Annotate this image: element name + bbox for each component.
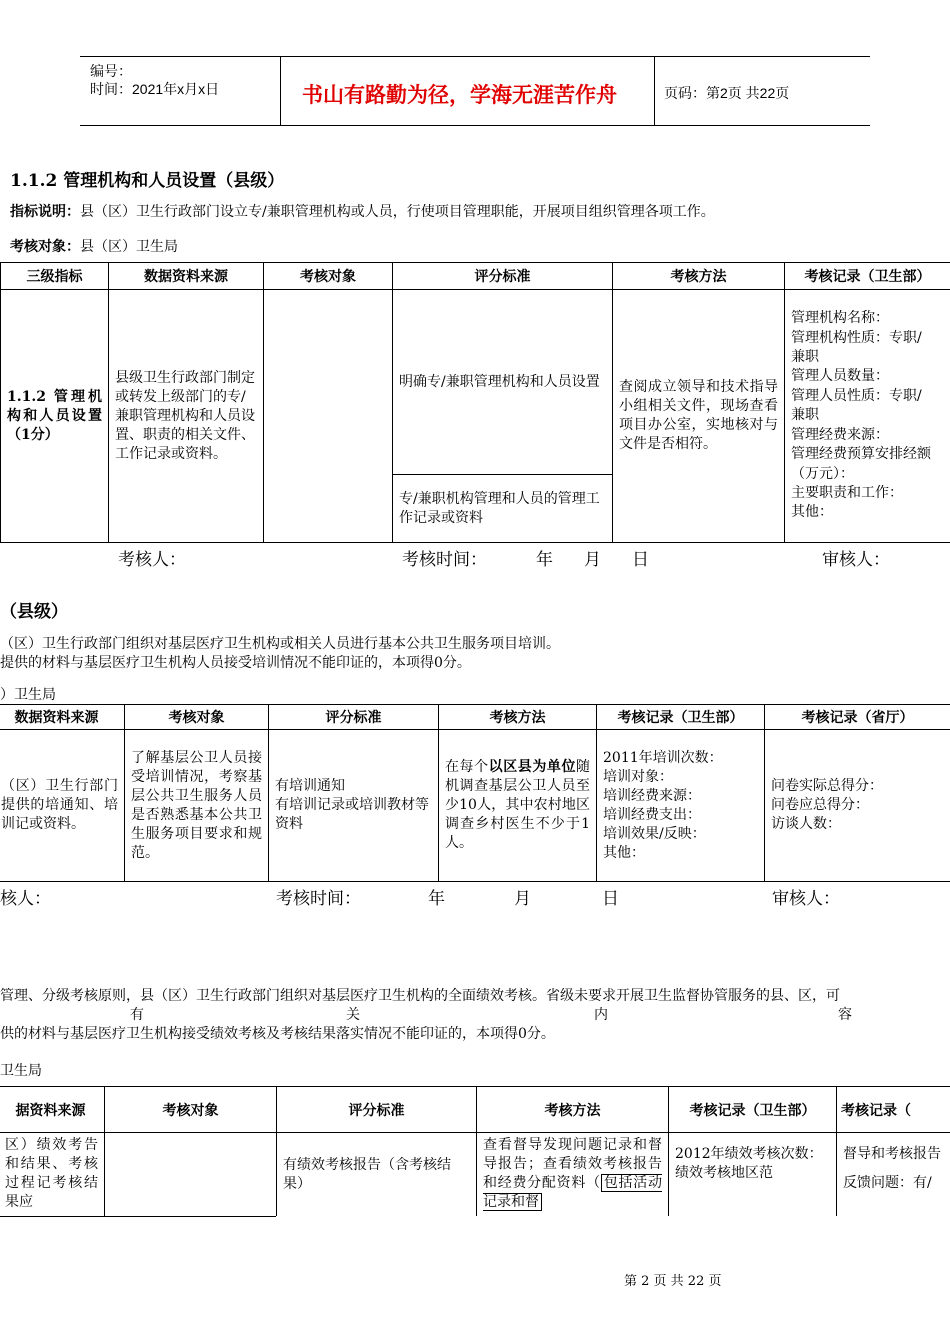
source-cell: （区）卫生行部门提供的培通知、培训记或资料。 — [0, 730, 125, 882]
record-line: 问卷应总得分： — [771, 797, 869, 813]
day-label: 日 — [602, 889, 619, 909]
table-row — [1, 290, 950, 475]
section-heading: 1.1.2 管理机构和人员设置（县级） — [10, 171, 285, 191]
column-header: 评分标准 — [393, 263, 613, 290]
column-header: 考核方法 — [613, 263, 785, 290]
column-header: 评分标准 — [277, 1087, 477, 1133]
record-line: 管理经费预算安排经额（万元）： — [791, 446, 931, 482]
record-line: 其他： — [603, 844, 645, 861]
reviewer-label: 审核人： — [822, 550, 890, 570]
record-cell — [785, 290, 950, 543]
object-cell — [264, 290, 393, 543]
indicator-description-cont: 有 关 内 容 — [130, 1007, 852, 1023]
standard-cell — [269, 730, 439, 882]
column-header: 考核记录（卫生部） — [669, 1087, 837, 1133]
column-header: 考核对象 — [264, 263, 393, 290]
section-heading: （县级） — [0, 602, 68, 622]
header-motto: 书山有路勤为径，学海无涯苦作舟 — [302, 82, 617, 107]
target-label: 考核对象： — [10, 239, 80, 255]
page-counter: 页码：第2页 共22页 — [664, 85, 790, 101]
month-label: 月 — [514, 889, 531, 909]
method-cell: 查阅成立领导和技术指导小组相关文件，现场查看项目办公室，实地核对与文件是否相符。 — [613, 290, 785, 543]
record-line: 督导和考核报告 — [843, 1146, 941, 1162]
month-label: 月 — [584, 550, 601, 570]
table-row — [0, 730, 950, 882]
object-cell: 了解基层公卫人员接受培训情况，考察基层公共卫生服务人员是否熟悉基本公共卫生服务项目要求和规范。 — [125, 730, 269, 882]
column-header: 考核记录（卫生部） — [785, 263, 950, 290]
indicator-note: 供的材料与基层医疗卫生机构接受绩效考核及考核结果落实情况不能印证的，本项得0分。 — [0, 1026, 555, 1042]
table-row — [0, 1133, 950, 1217]
record-line: 管理机构性质：专职/ 兼职 — [791, 329, 936, 366]
method-cell: 查看督导发现问题记录和督导报告；查看绩效考核报告和经费分配资料（ 包括活动记录和督 — [477, 1133, 669, 1217]
assessor-label: 核人： — [0, 889, 51, 909]
header-divider — [280, 57, 281, 125]
standard-cell: 有绩效考核报告（含考核结果） — [277, 1133, 477, 1217]
table-bottom-border — [0, 1216, 276, 1217]
column-header: 数据资料来源 — [0, 705, 125, 730]
record-province-cell — [837, 1133, 950, 1217]
assessment-time-label: 考核时间： — [276, 889, 361, 909]
indicator-table-3 — [0, 1086, 950, 1217]
record-line: 培训经费来源： — [603, 787, 701, 804]
assessment-target: ）卫生局 — [0, 687, 56, 703]
table-header-row — [1, 263, 950, 290]
desc-label: 指标说明： — [10, 204, 80, 220]
record-province-cell — [765, 730, 950, 882]
target-text: 县（区）卫生局 — [80, 239, 178, 255]
source-cell: 区）绩效考告和结果、考核过程记考核结果应 — [0, 1133, 105, 1217]
assessment-time-label: 考核时间： — [402, 550, 487, 570]
table-header-row — [0, 705, 950, 730]
indicator-cell: 1.1.2 管理机构和人员设置（1分） — [1, 290, 109, 543]
column-header: 考核记录（卫生部） — [597, 705, 765, 730]
assessment-target: 卫生局 — [0, 1063, 42, 1079]
day-label: 日 — [632, 550, 649, 570]
indicator-table-1 — [0, 262, 950, 543]
record-line: 其他： — [791, 504, 833, 521]
page-footer: 第 2 页 共 22 页 — [624, 1274, 722, 1289]
column-header: 考核记录（ — [837, 1087, 950, 1133]
page-header — [80, 56, 870, 126]
record-line: 反馈问题：有/ — [843, 1175, 932, 1191]
record-line: 培训对象： — [603, 768, 673, 785]
table-header-row — [0, 1087, 950, 1133]
column-header: 三级指标 — [1, 263, 109, 290]
record-line: 绩效考核地区范 — [675, 1165, 773, 1181]
standard-line: 有培训记录或培训教材等资料 — [275, 797, 429, 832]
standard-line: 有培训通知 — [275, 778, 345, 794]
record-line: 培训效果/反映： — [603, 825, 706, 842]
record-line: 问卷实际总得分： — [771, 778, 883, 794]
year-label: 年 — [536, 550, 553, 570]
record-line: 2011年培训次数： — [603, 749, 723, 766]
indicator-note: 提供的材料与基层医疗卫生机构人员接受培训情况不能印证的，本项得0分。 — [0, 655, 471, 671]
standard-cell: 专/兼职机构管理和人员的管理工作记录或资料 — [393, 475, 613, 543]
indicator-description: （区）卫生行政部门组织对基层医疗卫生机构或相关人员进行基本公共卫生服务项目培训。 — [0, 636, 560, 652]
desc-text: 县（区）卫生行政部门设立专/兼职管理机构或人员，行使项目管理职能，开展项目组织管理各项工作。 — [80, 204, 715, 220]
doc-time-label: 时间：2021年x月x日 — [90, 81, 220, 97]
highlighted-text: 包括活动记录和督 — [483, 1175, 663, 1210]
column-header: 考核方法 — [477, 1087, 669, 1133]
indicator-table-2 — [0, 704, 950, 882]
standard-cell: 明确专/兼职管理机构和人员设置 — [393, 290, 613, 475]
reviewer-label: 审核人： — [772, 889, 840, 909]
record-line: 管理机构名称： — [791, 310, 889, 327]
column-header: 考核对象 — [125, 705, 269, 730]
assessment-target — [10, 236, 178, 256]
assessor-label: 考核人： — [118, 550, 186, 570]
record-line: 管理经费来源： — [791, 426, 889, 443]
source-cell: 县级卫生行政部门制定或转发上级部门的专/兼职管理机构和人员设置、职责的相关文件、工作记录或资料。 — [109, 290, 264, 543]
record-ministry-cell — [669, 1133, 837, 1217]
column-header: 据资料来源 — [0, 1087, 105, 1133]
doc-number-label: 编号： — [90, 63, 132, 79]
record-line: 主要职责和工作： — [791, 484, 903, 501]
column-header: 考核记录（省厅） — [765, 705, 950, 730]
record-line: 2012年绩效考核次数： — [675, 1146, 823, 1162]
year-label: 年 — [428, 889, 445, 909]
method-cell: 在每个以区县为单位随机调查基层公卫人员至少10人，其中农村地区调查乡村医生不少于1人。 — [439, 730, 597, 882]
record-line: 访谈人数： — [771, 816, 841, 832]
page-bottom-margin — [0, 1216, 950, 1344]
indicator-description: 管理、分级考核原则，县（区）卫生行政部门组织对基层医疗卫生机构的全面绩效考核。省级未要求开展卫生监督协管服务的县、区，可 — [0, 988, 840, 1004]
column-header: 数据资料来源 — [109, 263, 264, 290]
record-line: 培训经费支出： — [603, 806, 701, 823]
record-ministry-cell — [597, 730, 765, 882]
header-divider — [654, 57, 655, 125]
column-header: 考核方法 — [439, 705, 597, 730]
column-header: 考核对象 — [105, 1087, 277, 1133]
object-cell — [105, 1133, 277, 1217]
indicator-description — [10, 201, 715, 221]
column-header: 评分标准 — [269, 705, 439, 730]
record-line: 管理人员性质：专职/ 兼职 — [791, 387, 936, 424]
record-line: 管理人员数量： — [791, 368, 889, 385]
